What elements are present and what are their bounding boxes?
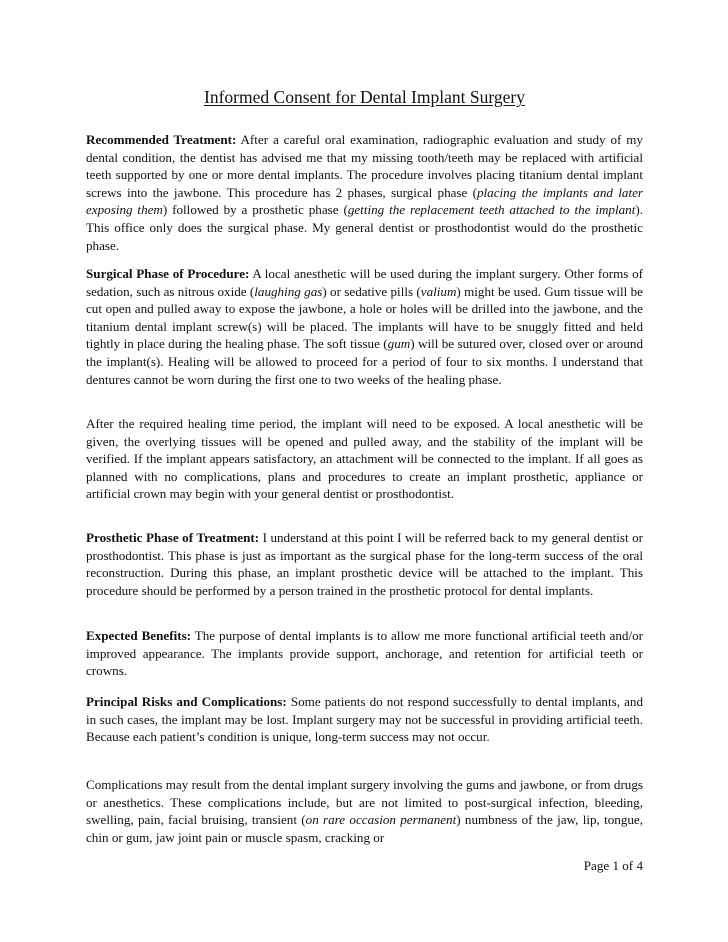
recommended-text-2: ) followed by a prosthetic phase ( [162, 202, 348, 218]
exposure-paragraph: After the required healing time period, the implant will need to be exposed. A local anesthetic will be given, the overlying tissues will be opened and pulled away, and the stability of the implant will be verified. If the implant appears satisfactory, an attachment will be connected to the implant. If all goes as planned with no complications, plans and procedures to create an implant prosthetic, appliance or artificial crown may begin with your general dentist or prosthodontist. [86, 416, 643, 502]
surgical-phase-paragraph [86, 265, 643, 388]
surgical-text-1: A local anesthetic will be used during the implant surgery. Other forms of sedation, such as nitrous oxide ( [86, 266, 643, 299]
surgical-phase-heading: Surgical Phase of Procedure: [86, 266, 250, 281]
surgical-text-3: ) might be used. Gum tissue will be cut open and pulled away to expose the jawbone, a hole or holes will be drilled into the jawbone, and the titanium dental implant screw(s) will be placed. The implants will have to be snuggly fitted and held tightly in place during the healing phase. The soft tissue ( [86, 283, 643, 352]
complications-paragraph [86, 776, 643, 846]
recommended-text-3: ). This office only does the surgical phase. My general dentist or prosthodontist would do the prosthetic phase. [86, 202, 643, 253]
recommended-text-1: After a careful oral examination, radiographic evaluation and study of my dental condition, the dentist has advised me that my missing tooth/teeth may be replaced with artificial teeth supported by one or more dental implants. The procedure involves placing titanium dental implant screws into the jawbone. This procedure has 2 phases, surgical phase ( [86, 132, 643, 200]
principal-risks-paragraph [86, 693, 643, 746]
recommended-italic-2: getting the replacement teeth attached to the implant [347, 202, 636, 218]
expected-benefits-paragraph [86, 627, 643, 680]
recommended-italic-1: placing the implants and later exposing them [86, 184, 643, 218]
benefits-text: The purpose of dental implants is to allow me more functional artificial teeth and/or improved appearance. The implants provide support, anchorage, and retention for artificial teeth or crowns. [86, 628, 644, 679]
recommended-treatment-heading: Recommended Treatment: [86, 132, 237, 147]
recommended-treatment-paragraph [86, 131, 643, 254]
complications-text-2: ) numbness of the jaw, lip, tongue, chin or gum, jaw joint pain or muscle spasm, cracking or [86, 812, 643, 845]
principal-risks-heading: Principal Risks and Complications: [86, 694, 287, 709]
surgical-italic-1: laughing gas [254, 283, 323, 299]
surgical-italic-3: gum [387, 336, 411, 352]
surgical-text-2: ) or sedative pills ( [322, 283, 421, 299]
page-title: Informed Consent for Dental Implant Surgery [204, 87, 525, 107]
surgical-text-4: ) will be sutured over, closed over or around the implant(s). Healing will be allowed to proceed for a period of four to six months. I understand that dentures cannot be worn during the first one to two weeks of the healing phase. [86, 336, 643, 387]
prosthetic-phase-heading: Prosthetic Phase of Treatment: [86, 530, 260, 545]
prosthetic-phase-paragraph [86, 529, 643, 599]
expected-benefits-heading: Expected Benefits: [86, 628, 192, 643]
complications-italic-1: on rare occasion permanent [305, 812, 457, 828]
prosthetic-text: I understand at this point I will be referred back to my general dentist or prosthodontist. This phase is just as important as the surgical phase for the long-term success of the oral reconstruction. During this phase, an implant prosthetic device will be attached to the implant. This procedure should be performed by a person trained in the prosthetic protocol for dental implants. [86, 530, 643, 598]
risks-text: Some patients do not respond successfully to dental implants, and in such cases, the implant may be lost. Implant surgery may not be successful in providing artificial teeth. Because each patient’s condition is unique, long-term success may not occur. [86, 694, 643, 745]
complications-text-1: Complications may result from the dental implant surgery involving the gums and jawbone, or from drugs or anesthetics. These complications include, but are not limited to post-surgical infection, bleeding, swelling, pain, facial bruising, transient ( [86, 777, 643, 828]
page-number: Page 1 of 4 [583, 858, 643, 873]
surgical-italic-2: valium [420, 283, 457, 299]
